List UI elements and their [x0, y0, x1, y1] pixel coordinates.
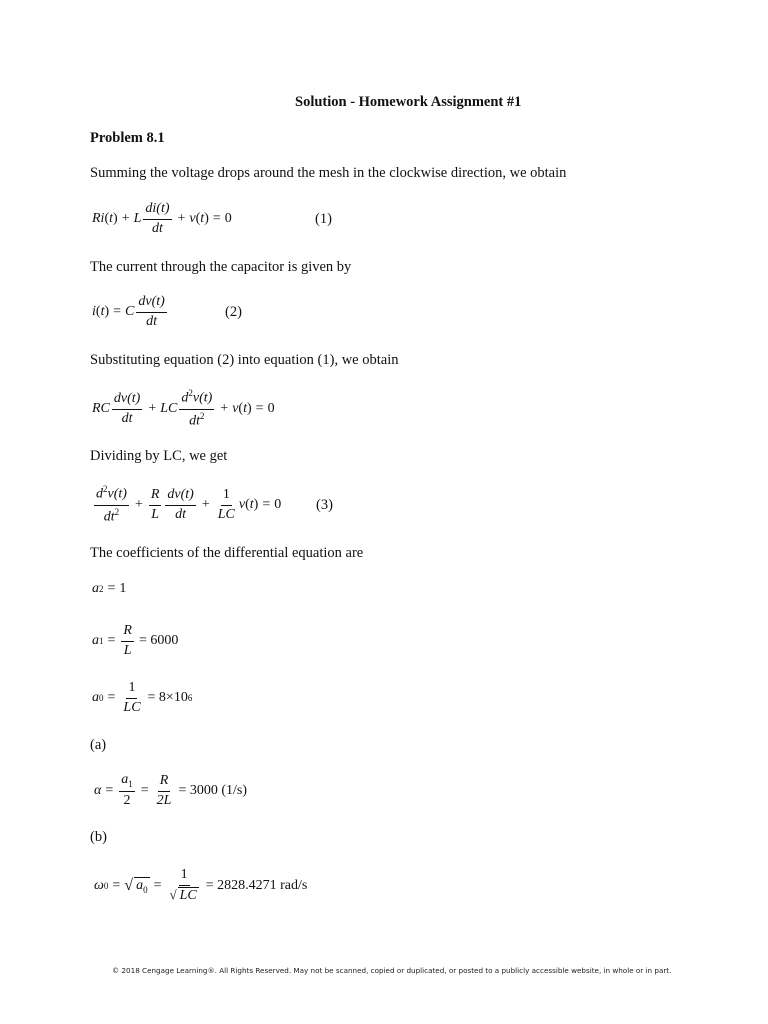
paragraph-2: The current through the capacitor is given by — [90, 259, 352, 275]
equation-number-2: (2) — [225, 304, 242, 320]
part-b-label: (b) — [90, 829, 107, 845]
coefficient-a0: a 0 = $\frac{1}{LC}$ = 8×10 6 — [92, 679, 193, 715]
copyright-footer: © 2018 Cengage Learning®. All Rights Reserved. May not be scanned, copied or duplicated, or posted to a publicly accessible website, in whole or in part. — [112, 966, 672, 975]
a0-exponent: 6 — [187, 693, 193, 703]
paragraph-4: Dividing by LC, we get — [90, 448, 228, 464]
part-a-label: (a) — [90, 737, 107, 753]
paragraph-5: The coefficients of the differential equation are — [90, 545, 364, 561]
omega0-value: = 2828.4271 rad/s — [205, 878, 308, 893]
omega0-equation: ω 0 = √ $a_0$ = $\frac{1}{√ LC}$ = 2828.4271 rad/s — [94, 867, 308, 903]
a0-value: = 8×10 — [147, 690, 188, 705]
coefficient-a2: a 2 = 1 — [92, 581, 127, 596]
problem-heading: Problem 8.1 — [90, 130, 165, 146]
alpha-equation: α = $\frac{a_1}{2}$ = $\frac{R}{2L}$ = 3000 (1/s) — [94, 772, 248, 809]
equation-1: Ri ( t ) + L $\frac{di(t)}{dt}$ + v ( t ) = 0 — [92, 200, 232, 236]
page-title: Solution - Homework Assignment #1 — [295, 94, 522, 110]
equation-number-1: (1) — [315, 211, 332, 227]
coefficient-a1: a 1 = $\frac{R}{L}$ = 6000 — [92, 622, 179, 658]
equation-3: $\frac{d^2v(t)}{dt^2}$ + $\frac{R}{L}$ $\frac{dv(t)}{dt}$ + $\frac{1}{LC}$ v ( t ) = 0 — [96, 484, 282, 525]
a1-value: = 6000 — [138, 633, 179, 648]
alpha-value: = 3000 (1/s) — [178, 783, 248, 798]
equation-2: i ( t ) = C $\frac{dv(t)}{dt}$ — [92, 293, 165, 329]
equation-number-3: (3) — [316, 497, 333, 513]
paragraph-1: Summing the voltage drops around the mesh in the clockwise direction, we obtain — [90, 165, 567, 181]
equation-combined: RC $\frac{dv(t)}{dt}$ + LC $\frac{d^2v(t)}{dt^2}$ + v ( t ) = 0 — [92, 388, 275, 429]
paragraph-3: Substituting equation (2) into equation (1), we obtain — [90, 352, 399, 368]
